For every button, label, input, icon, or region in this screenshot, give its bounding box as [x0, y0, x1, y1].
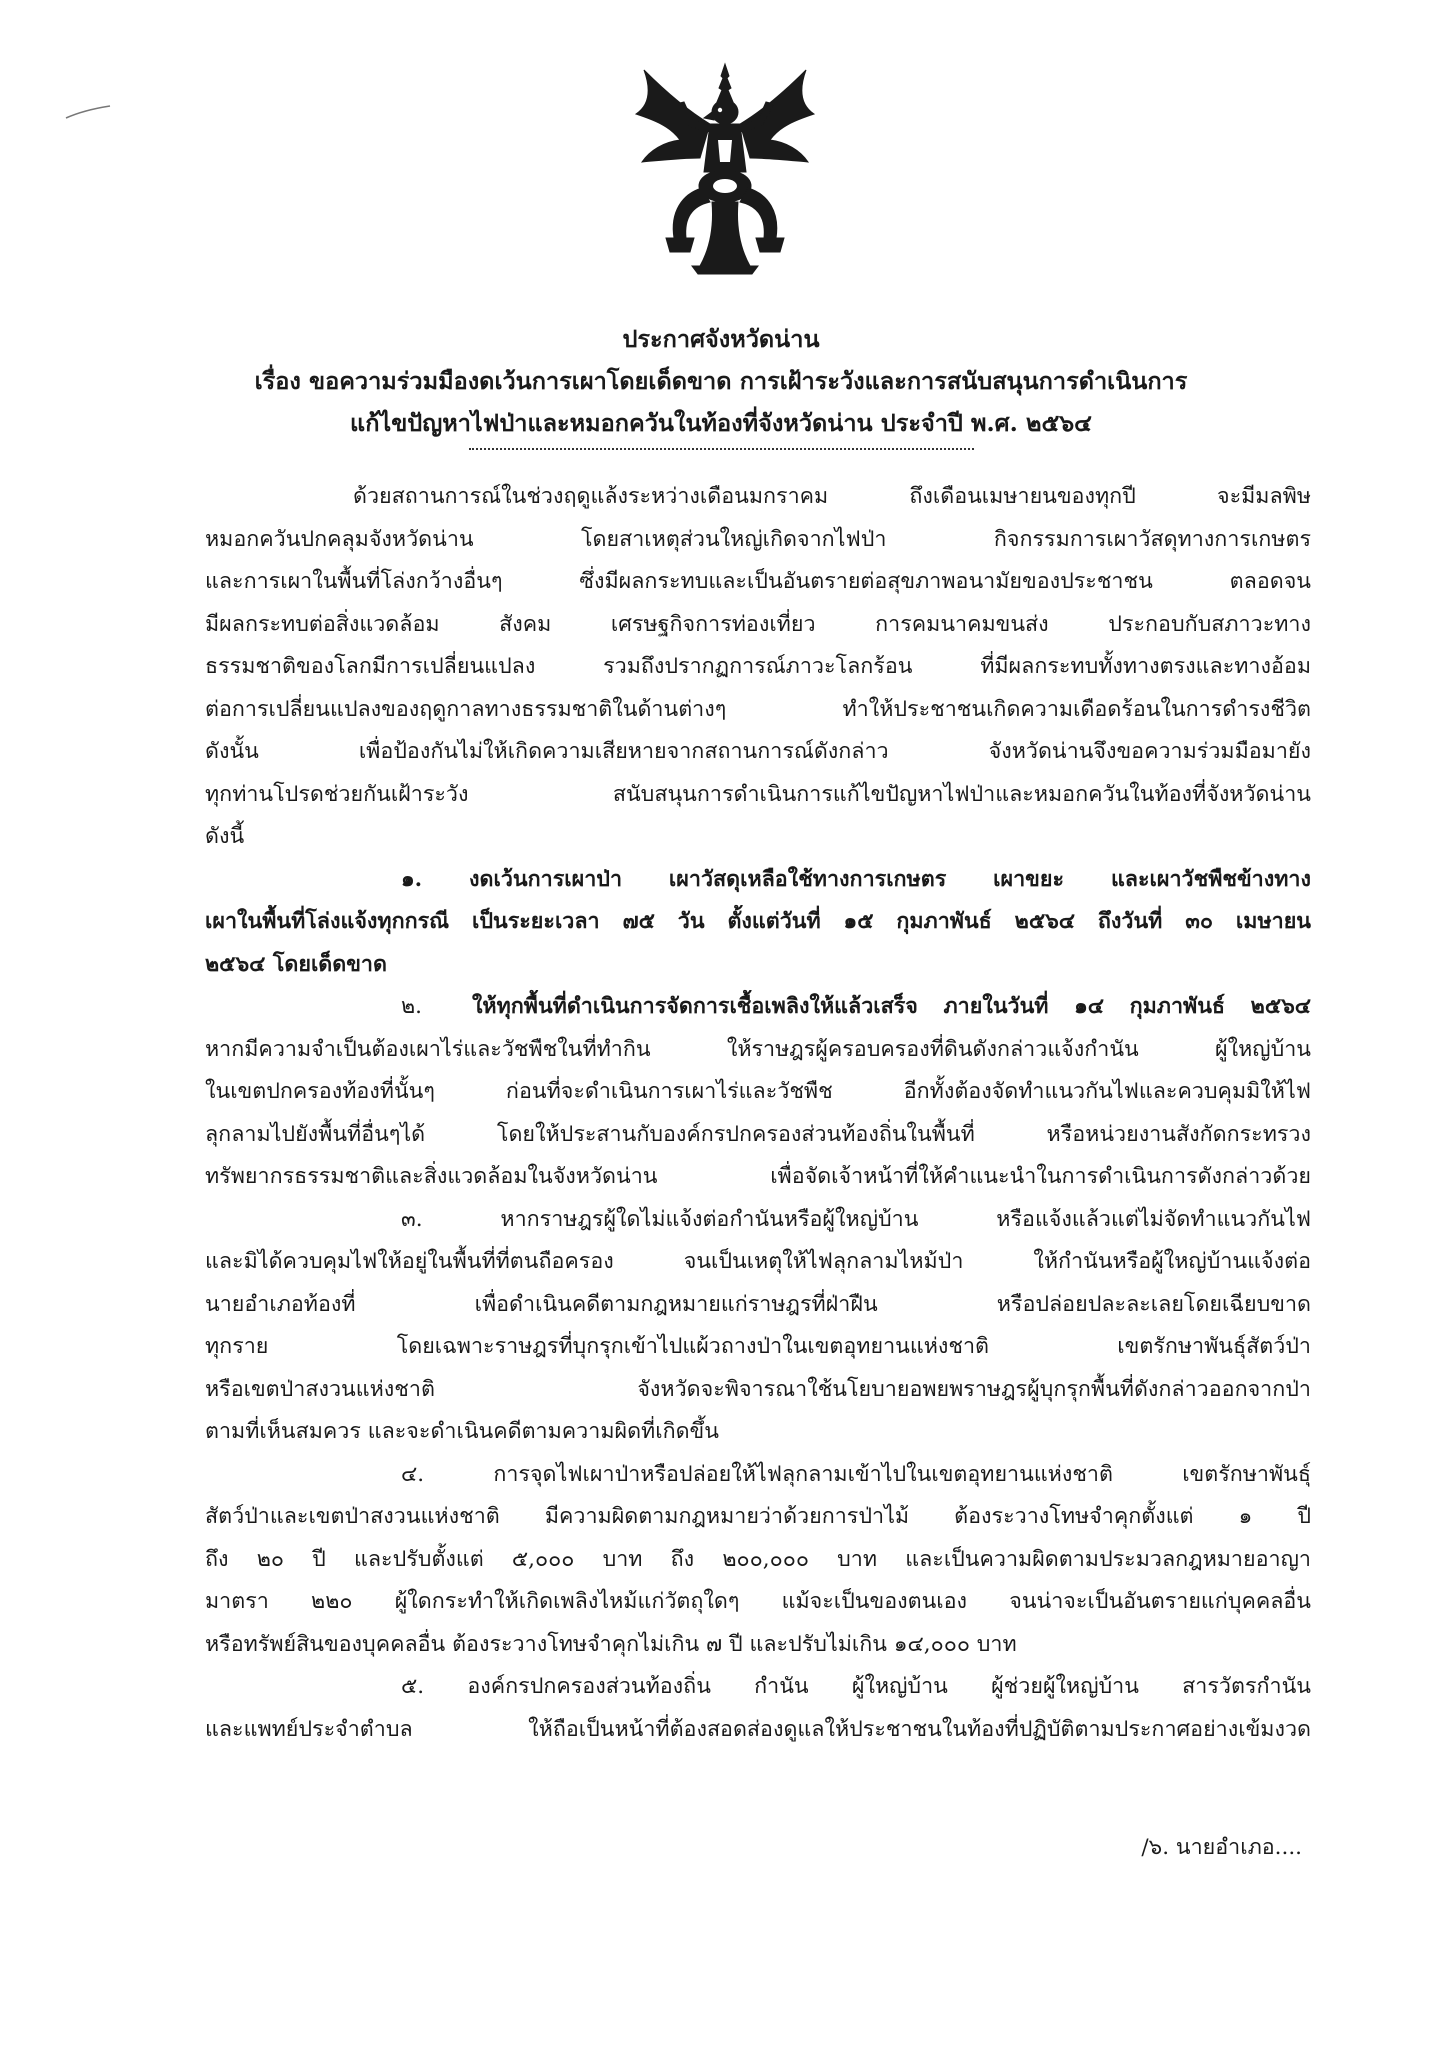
- item-1-line: ๒๕๖๔ โดยเด็ดขาด: [205, 951, 387, 977]
- item-3-line: ทุกราย โดยเฉพาะราษฎรที่บุกรุกเข้าไปแผ้วถางป่าในเขตอุทยานแห่งชาติ เขตรักษาพันธุ์สัตว์ป่า: [205, 1334, 1311, 1359]
- item-4-line: ถึง ๒๐ ปี และปรับตั้งแต่ ๕,๐๐๐ บาท ถึง ๒๐๐,๐๐๐ บาท และเป็นความผิดตามประมวลกฎหมายอาญา: [205, 1546, 1311, 1572]
- announcement-header: [140, 318, 1302, 450]
- item-3-line: และมิได้ควบคุมไฟให้อยู่ในพื้นที่ที่ตนถือครอง จนเป็นเหตุให้ไฟลุกลามไหม้ป่า ให้กำนันหรือผู้ใหญ่บ้านแจ้งต่อ: [205, 1249, 1311, 1274]
- intro-line: ดังนั้น เพื่อป้องกันไม่ให้เกิดความเสียหายจากสถานการณ์ดังกล่าว จังหวัดน่านจึงขอความร่วมมือมายัง: [205, 739, 1311, 764]
- item-3-line: หรือเขตป่าสงวนแห่งชาติ จังหวัดจะพิจารณาใช้นโยบายอพยพราษฎรผู้บุกรุกพื้นที่ดังกล่าวออกจากป่า: [205, 1376, 1311, 1402]
- item-2-number: ๒.: [401, 994, 423, 1019]
- intro-line: หมอกควันปกคลุมจังหวัดน่าน โดยสาเหตุส่วนใหญ่เกิดจากไฟป่า กิจกรรมการเผาวัสดุทางการเกษตร: [205, 526, 1311, 552]
- item-3-line: นายอำเภอท้องที่ เพื่อดำเนินคดีตามกฎหมายแก่ราษฎรที่ฝ่าฝืน หรือปล่อยปละละเลยโดยเฉียบขาด: [205, 1291, 1311, 1317]
- item-2-line: หากมีความจำเป็นต้องเผาไร่และวัชพืชในที่ทำกิน ให้ราษฎรผู้ครอบครองที่ดินดังกล่าวแจ้งกำนัน ผู้ใหญ่บ้าน: [205, 1036, 1311, 1062]
- item-2-line: ลุกลามไปยังพื้นที่อื่นๆได้ โดยให้ประสานกับองค์กรปกครองส่วนท้องถิ่นในพื้นที่ หรือหน่วยงานสังกัดกระทรวง: [205, 1121, 1311, 1147]
- item-2-line: ในเขตปกครองท้องที่นั้นๆ ก่อนที่จะดำเนินการเผาไร่และวัชพืช อีกทั้งต้องจัดทำแนวกันไฟและควบคุมมิให้ไฟ: [205, 1079, 1311, 1104]
- item-1-line: ๑. งดเว้นการเผาป่า เผาวัสดุเหลือใช้ทางการเกษตร เผาขยะ และเผาวัชพืชข้างทาง: [401, 866, 1311, 892]
- item-3-line: ๓. หากราษฎรผู้ใดไม่แจ้งต่อกำนันหรือผู้ใหญ่บ้าน หรือแจ้งแล้วแต่ไม่จัดทำแนวกันไฟ: [401, 1206, 1311, 1232]
- item-2-line: ทรัพยากรธรรมชาติและสิ่งแวดล้อมในจังหวัดน่าน เพื่อจัดเจ้าหน้าที่ให้คำแนะนำในการดำเนินการดังกล่าวด้วย: [205, 1164, 1311, 1189]
- item-3-line: ตามที่เห็นสมควร และจะดำเนินคดีตามความผิดที่เกิดขึ้น: [205, 1419, 719, 1444]
- stray-pen-mark: [64, 104, 112, 120]
- item-2-lead-text: ให้ทุกพื้นที่ดำเนินการจัดการเชื้อเพลิงให้แล้วเสร็จ ภายในวันที่ ๑๔ กุมภาพันธ์ ๒๕๖๔: [471, 994, 1312, 1019]
- garuda-emblem-icon: [630, 62, 820, 278]
- dotted-divider: [469, 448, 974, 450]
- subject-line-2: แก้ไขปัญหาไฟป่าและหมอกควันในท้องที่จังหวัดน่าน ประจำปี พ.ศ. ๒๕๖๔: [350, 409, 1092, 437]
- item-4-line: ๔. การจุดไฟเผาป่าหรือปล่อยให้ไฟลุกลามเข้าไปในเขตอุทยานแห่งชาติ เขตรักษาพันธุ์: [401, 1461, 1311, 1487]
- item-5-line: ๕. องค์กรปกครองส่วนท้องถิ่น กำนัน ผู้ใหญ่บ้าน ผู้ช่วยผู้ใหญ่บ้าน สารวัตรกำนัน: [401, 1674, 1311, 1699]
- item-4-line: สัตว์ป่าและเขตป่าสงวนแห่งชาติ มีความผิดตามกฎหมายว่าด้วยการป่าไม้ ต้องระวางโทษจำคุกตั้งแต่ ๑ ปี: [205, 1504, 1311, 1529]
- intro-line: และการเผาในพื้นที่โล่งกว้างอื่นๆ ซึ่งมีผลกระทบและเป็นอันตรายต่อสุขภาพอนามัยของประชาชน ตลอดจน: [205, 569, 1311, 594]
- announcement-title: ประกาศจังหวัดน่าน: [622, 325, 820, 353]
- intro-line: ทุกท่านโปรดช่วยกันเฝ้าระวัง สนับสนุนการดำเนินการแก้ไขปัญหาไฟป่าและหมอกควันในท้องที่จังหวัดน่าน: [205, 781, 1311, 807]
- item-2-lead: [205, 986, 1311, 1029]
- item-5-line: และแพทย์ประจำตำบล ให้ถือเป็นหน้าที่ต้องสอดส่องดูแลให้ประชาชนในท้องที่ปฏิบัติตามประกาศอย่างเข้มงวด: [205, 1716, 1311, 1742]
- intro-line: ต่อการเปลี่ยนแปลงของฤดูกาลทางธรรมชาติในด้านต่างๆ ทำให้ประชาชนเกิดความเดือดร้อนในการดำรงชีวิต: [205, 696, 1311, 722]
- item-1-line: เผาในพื้นที่โล่งแจ้งทุกกรณี เป็นระยะเวลา ๗๕ วัน ตั้งแต่วันที่ ๑๕ กุมภาพันธ์ ๒๕๖๔ ถึงวันที่ ๓๐ เมษายน: [205, 909, 1311, 934]
- item-4-line: หรือทรัพย์สินของบุคคลอื่น ต้องระวางโทษจำคุกไม่เกิน ๗ ปี และปรับไม่เกิน ๑๔,๐๐๐ บาท: [205, 1631, 1017, 1657]
- announcement-body: [205, 476, 1311, 1751]
- subject-line-1: เรื่อง ขอความร่วมมืองดเว้นการเผาโดยเด็ดขาด การเฝ้าระวังและการสนับสนุนการดำเนินการ: [254, 367, 1188, 395]
- intro-line: ด้วยสถานการณ์ในช่วงฤดูแล้งระหว่างเดือนมกราคม ถึงเดือนเมษายนของทุกปี จะมีมลพิษ: [353, 484, 1311, 509]
- continuation-reference: /๖. นายอำเภอ....: [1141, 1835, 1302, 1860]
- intro-line: มีผลกระทบต่อสิ่งแวดล้อม สังคม เศรษฐกิจการท่องเที่ยว การคมนาคมขนส่ง ประกอบกับสภาวะทาง: [205, 611, 1311, 637]
- item-4-line: มาตรา ๒๒๐ ผู้ใดกระทำให้เกิดเพลิงไหม้แก่วัตถุใดๆ แม้จะเป็นของตนเอง จนน่าจะเป็นอันตรายแก่บุคคลอื่น: [205, 1589, 1311, 1614]
- intro-line: ธรรมชาติของโลกมีการเปลี่ยนแปลง รวมถึงปรากฏการณ์ภาวะโลกร้อน ที่มีผลกระทบทั้งทางตรงและทางอ้อม: [205, 654, 1311, 679]
- intro-line: ดังนี้: [205, 824, 245, 849]
